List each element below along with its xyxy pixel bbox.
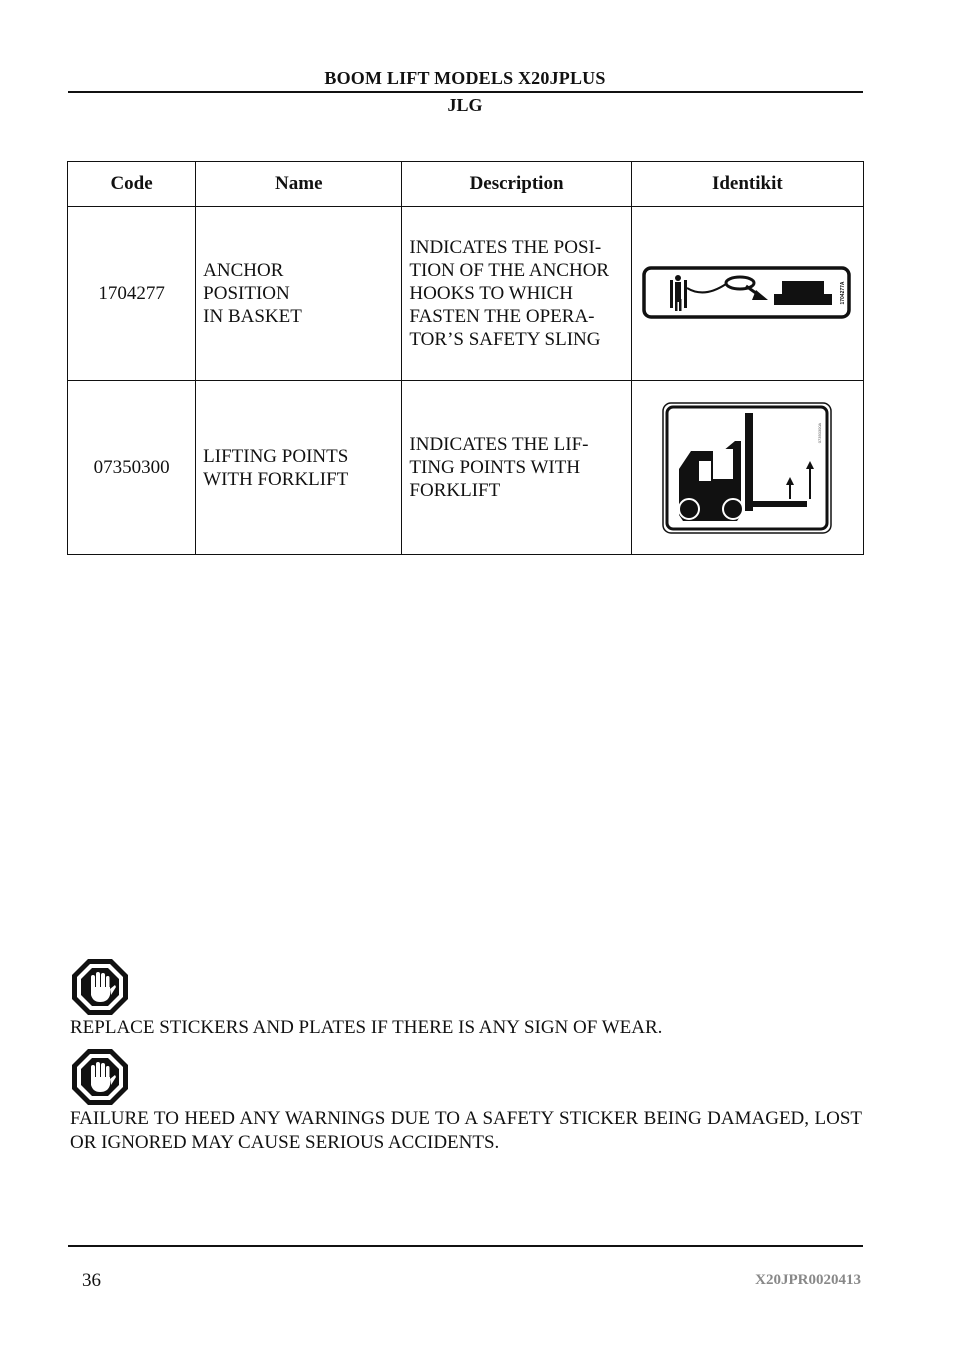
column-header-code: Code [68,162,196,207]
stop-hand-icon [70,1047,130,1107]
code-cell: 07350300 [68,381,196,555]
forklift-sticker-icon [661,401,833,535]
identikit-cell [631,207,863,381]
document-code: X20JPR0020413 [755,1272,861,1288]
table-row [68,207,864,381]
warning-text: FAILURE TO HEED ANY WARNINGS DUE TO A SAFETY STICKER BEING DAMAGED, LOST OR IGNORED MAY CAUSE SERIOUS ACCIDENTS. [70,1108,862,1153]
anchor-sticker-icon [642,266,852,322]
column-header-description: Description [402,162,631,207]
description-text: INDICATES THE LIF- TING POINTS WITH FORKLIFT [409,434,589,501]
column-header-name: Name [196,162,402,207]
sticker-table [67,161,864,555]
sticker-label: 07350300A [817,422,823,443]
page-number: 36 [82,1270,101,1291]
table-row [68,381,864,555]
name-cell [196,207,402,381]
document-title: BOOM LIFT MODELS X20JPLUS [324,68,606,88]
stop-hand-icon [70,957,130,1017]
sticker-label: 1704277A [840,280,847,305]
name-text: LIFTING POINTS WITH FORKLIFT [203,445,349,490]
footer-divider [68,1245,863,1247]
name-text: ANCHOR POSITION IN BASKET [203,260,302,327]
table-header-row [68,162,864,207]
column-header-identikit: Identikit [631,162,863,207]
description-cell [402,381,631,555]
description-cell [402,207,631,381]
identikit-cell [631,381,863,555]
brand-name: JLG [447,95,483,115]
warning-text: REPLACE STICKERS AND PLATES IF THERE IS ANY SIGN OF WEAR. [70,1017,663,1038]
code-cell: 1704277 [68,207,196,381]
name-cell [196,381,402,555]
header-divider [68,91,863,93]
description-text: INDICATES THE POSI- TION OF THE ANCHOR HOOKS TO WHICH FASTEN THE OPERA- TOR’S SAFETY SLING [409,237,610,350]
